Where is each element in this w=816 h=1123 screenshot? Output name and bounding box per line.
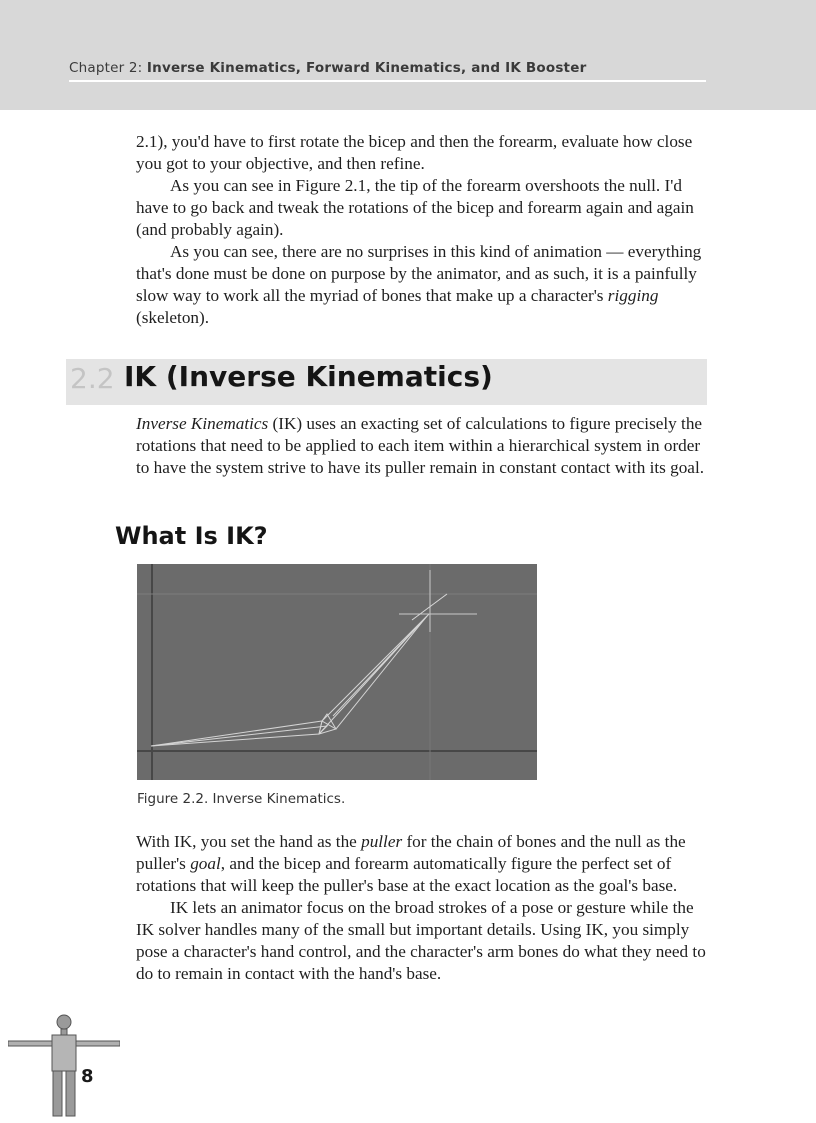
header-rule <box>69 80 706 82</box>
emphasis: goal <box>190 854 221 873</box>
paragraph: 2.1), you'd have to first rotate the bicep and then the forearm, evaluate how close you got to your objective, and then refine. <box>136 132 693 173</box>
chapter-label: Chapter 2: <box>69 60 143 76</box>
ik-figure <box>137 564 537 780</box>
emphasis: rigging <box>607 286 659 305</box>
emphasis: puller <box>361 832 403 851</box>
page-number: 8 <box>81 1066 94 1087</box>
paragraph <box>136 241 708 329</box>
text-run: With IK, you set the hand as the <box>136 832 362 851</box>
emphasis: Inverse Kinematics <box>136 414 269 433</box>
section-text <box>136 413 708 479</box>
text-run: , and the bicep and forearm automatically figure the perfect set of rotations that will keep the puller's base at the exact location as the goal's base. <box>136 854 678 895</box>
paragraph: As you can see in Figure 2.1, the tip of the forearm overshoots the null. I'd have to go back and tweak the rotations of the bicep and forearm again and again (and probably again). <box>136 176 694 239</box>
after-figure-text <box>136 831 708 985</box>
paragraph <box>136 831 708 897</box>
subsection-title: What Is IK? <box>115 522 268 550</box>
text-run: As you can see, there are no surprises in this kind of animation — everything that's done must be done on purpose by the animator, and as such, it is a painfully slow way to work all the myriad of bones that make up a character's <box>136 242 702 305</box>
chapter-title: Inverse Kinematics, Forward Kinematics, and IK Booster <box>146 60 587 76</box>
running-head <box>69 60 586 76</box>
section-number: 2.2 <box>70 362 115 395</box>
section-title: IK (Inverse Kinematics) <box>124 360 493 393</box>
paragraph: IK lets an animator focus on the broad strokes of a pose or gesture while the IK solver handles many of the small but important details. Using IK, you simply pose a character's hand control, and the character's arm bones do what they need to do to remain in contact with the hand's base. <box>136 898 706 983</box>
paragraph <box>136 413 708 479</box>
robot-figure-icon <box>8 1010 120 1118</box>
text-run: (skeleton). <box>136 308 210 327</box>
figure-caption: Figure 2.2. Inverse Kinematics. <box>137 791 346 807</box>
text-run: for the chain of bones and the null as the puller's <box>136 832 686 873</box>
intro-text <box>136 131 708 329</box>
viewport-background <box>137 564 537 780</box>
header-band <box>0 0 816 110</box>
text-run: (IK) uses an exacting set of calculations to figure precisely the rotations that need to be applied to each item within a hierarchical system in order to have the system strive to have its puller remain in constant contact with its goal. <box>136 414 705 477</box>
